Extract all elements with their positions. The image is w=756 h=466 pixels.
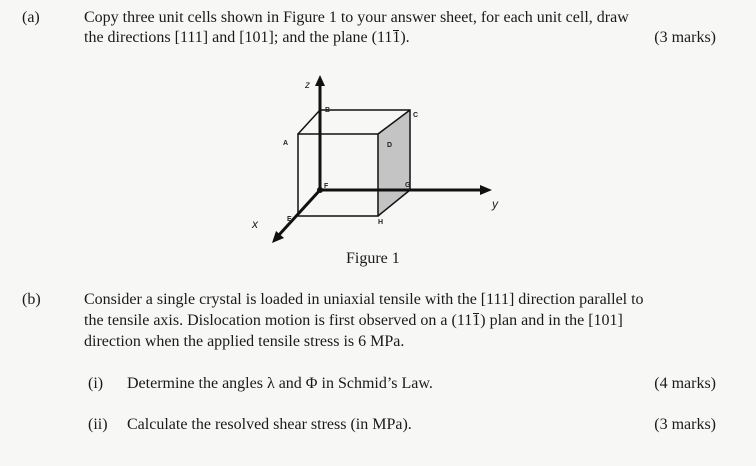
point-label-a: A	[283, 140, 289, 147]
part-b-line-2-suffix: ) plan and in the [101]	[480, 312, 623, 329]
question-i-marks: (4 marks)	[654, 375, 716, 392]
overbar-digit: 1	[392, 29, 401, 46]
origin-point	[317, 187, 323, 193]
shaded-face	[378, 110, 410, 216]
part-a-marks: (3 marks)	[654, 29, 716, 46]
point-label-b: B	[325, 107, 331, 114]
part-b-line-3: direction when the applied tensile stress is 6 MPa.	[84, 333, 405, 350]
question-ii-text: Calculate the resolved shear stress (in MPa).	[127, 416, 412, 433]
question-ii-marks: (3 marks)	[654, 416, 716, 433]
part-b-label: (b)	[22, 291, 41, 308]
y-axis-arrow-icon	[480, 185, 492, 195]
z-axis-arrow-icon	[315, 75, 325, 86]
part-a-label: (a)	[22, 9, 40, 26]
point-label-c: C	[413, 112, 419, 119]
part-b-line-2-prefix: the tensile axis. Dislocation motion is first observed on a (11	[84, 312, 473, 329]
axis-label-y: y	[492, 197, 498, 211]
question-i-label: (i)	[88, 375, 104, 392]
overbar-digit: 1	[472, 312, 481, 329]
point-label-h: H	[378, 219, 384, 226]
point-label-e: E	[287, 216, 292, 223]
axis-label-x: x	[252, 217, 258, 231]
part-a-line-2-prefix: the directions [111] and [101]; and the plane (11	[84, 29, 393, 46]
x-axis	[278, 190, 320, 236]
question-i-text: Determine the angles λ and Φ in Schmid’s Law.	[127, 375, 433, 392]
part-a-line-2-suffix: ).	[400, 29, 410, 46]
cube-front-face	[298, 134, 378, 216]
part-b-line-1: Consider a single crystal is loaded in uniaxial tensile with the [111] direction parallel to	[84, 291, 644, 308]
part-b-line-2	[84, 311, 623, 331]
figure-caption: Figure 1	[346, 250, 400, 267]
point-label-g: G	[405, 182, 411, 189]
part-a-line-1: Copy three unit cells shown in Figure 1 to your answer sheet, for each unit cell, draw	[84, 9, 629, 26]
question-ii-label: (ii)	[88, 416, 108, 433]
cube-edge-top-left	[298, 110, 320, 134]
point-label-d: D	[387, 142, 393, 149]
axis-label-z: z	[305, 80, 310, 91]
point-label-f: F	[324, 183, 329, 190]
